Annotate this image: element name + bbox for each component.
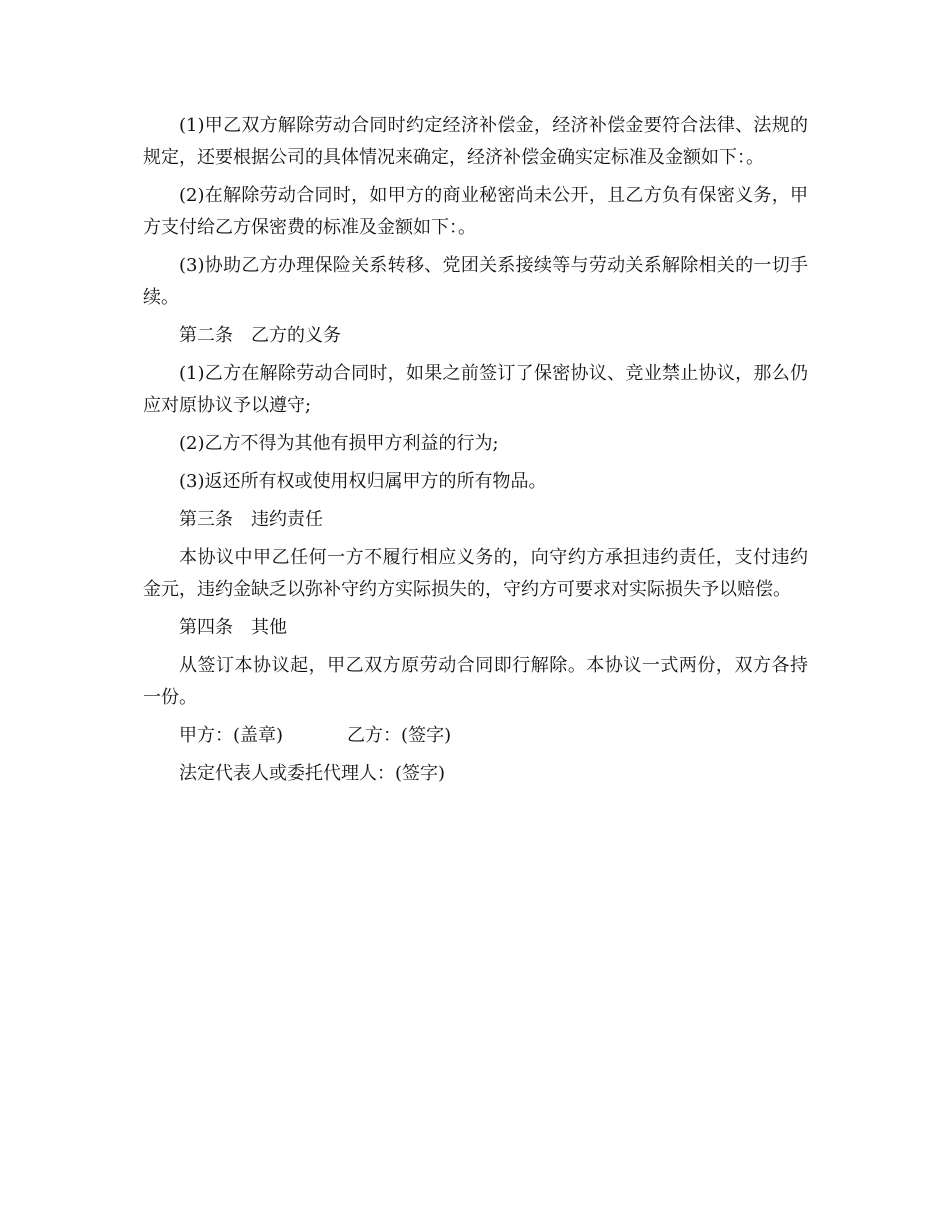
paragraph-transfer-procedures: (3)协助乙方办理保险关系转移、党团关系接续等与劳动关系解除相关的一切手续。	[143, 255, 808, 308]
paragraph-confidentiality-fee: (2)在解除劳动合同时，如甲方的商业秘密尚未公开，且乙方负有保密义务，甲方支付给乙方保密费的标准及金额如下：。	[143, 185, 808, 238]
party-a-signature: 甲方：(盖章)	[179, 725, 284, 746]
paragraph-termination: 从签订本协议起，甲乙双方原劳动合同即行解除。本协议一式两份，双方各持一份。	[143, 655, 808, 708]
signature-parties-line	[143, 720, 808, 752]
paragraph-breach-liability: 本协议中甲乙任何一方不履行相应义务的，向守约方承担违约责任，支付违约金元，违约金缺乏以弥补守约方实际损失的，守约方可要求对实际损失予以赔偿。	[143, 547, 808, 600]
article-3-heading: 第三条 违约责任	[179, 509, 323, 530]
paragraph-no-harm: (2)乙方不得为其他有损甲方利益的行为;	[179, 433, 499, 454]
article-4-heading: 第四条 其他	[179, 617, 287, 638]
paragraph-compensation: (1)甲乙双方解除劳动合同时约定经济补偿金，经济补偿金要符合法律、法规的规定，还要根据公司的具体情况来确定，经济补偿金确实定标准及金额如下：。	[143, 115, 808, 168]
paragraph-return-property: (3)返还所有权或使用权归属甲方的所有物品。	[179, 471, 547, 492]
document-page	[143, 110, 808, 796]
representative-signature-line: 法定代表人或委托代理人：(签字)	[179, 763, 446, 784]
article-2-heading: 第二条 乙方的义务	[179, 325, 341, 346]
paragraph-confidentiality-agreement: (1)乙方在解除劳动合同时，如果之前签订了保密协议、竞业禁止协议，那么仍应对原协议予以遵守;	[143, 363, 808, 416]
party-b-signature: 乙方：(签字)	[347, 725, 452, 746]
